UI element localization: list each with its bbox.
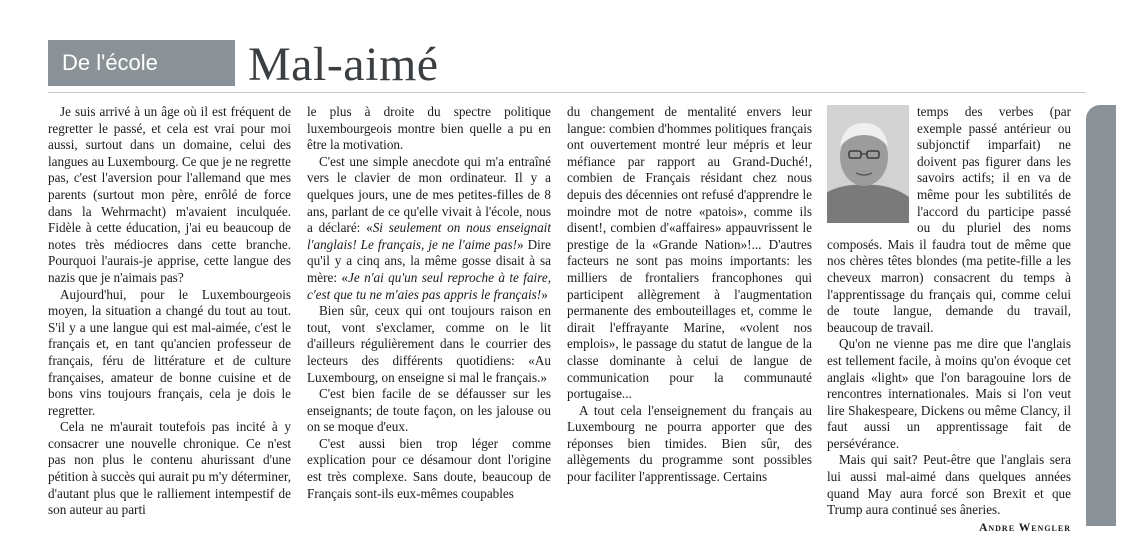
text-run: »: [541, 286, 548, 302]
paragraph: temps des verbes (par exemple passé antérieur ou subjonctif imparfait) ne doivent pas figurer dans les savoirs actifs; il en va de même pour les subtilités de l'accord du participe passé ou du pluriel des noms composés. Mais il faudra tout de même que nos chères têtes blondes (ma petite-fille a les cheveux marron) consacrent du temps à l'apprentissage du français qui, comme celui de toute langue, demande du travail, beaucoup de travail.: [827, 104, 1071, 335]
paragraph: Qu'on ne vienne pas me dire que l'anglais est tellement facile, à moins qu'on évoque cet anglais «light» que l'on baragouine lors de rencontres internationales. Mais si l'on veut lire Shakespeare, Dickens ou même Clancy, il faut aussi un apprentissage fait de persévérance.: [827, 336, 1071, 451]
section-rubric: De l'école: [48, 40, 235, 86]
paragraph: Aujourd'hui, pour le Luxembourgeois moyen, la situation a changé du tout au tout. S'il y a une langue qui est mal-aimée, c'est le français et, en tant qu'ancien professeur de français, féru de littérature et de culture françaises, amateur de bonne cuisine et de bons vins toujours français, cela je dois le regretter.: [48, 286, 291, 418]
paragraph: Cela ne m'aurait toutefois pas incité à y consacrer une nouvelle chronique. Ce n'est pas non plus le contenu ahurissant d'une pétition à succès qui aurait pu m'y déterminer, d'autant plus que le ralliement intempestif de son auteur au parti: [48, 419, 291, 518]
paragraph: le plus à droite du spectre politique luxembourgeois montre bien quelle a pu en être la motivation.: [307, 104, 551, 153]
article-column-4: [827, 104, 1071, 532]
portrait-drawing: [827, 105, 909, 223]
article-column-1: [48, 104, 291, 532]
article-headline: Mal-aimé: [248, 38, 439, 91]
author-portrait-icon: [827, 105, 909, 223]
article-column-3: [567, 104, 812, 532]
paragraph: A tout cela l'enseignement du français au Luxembourg ne pourra apporter que des réponses bien timides. Bien sûr, des allègements du programme sont possibles pour faciliter l'apprentissage. Certains: [567, 402, 812, 485]
paragraph: Je suis arrivé à un âge où il est fréquent de regretter le passé, et cela est vrai pour moi aussi, surtout dans un domaine, celui des langues au Luxembourg. Ce que je ne regrette pas, c'est l'aversion pour l'allemand que mes parents (surtout mon père, enrôlé de force dans la Wehrmacht) m'avaient inculquée. Fidèle à cette éducation, j'ai eu beaucoup de notes très médiocres dans cette branche. Pourquoi l'aurais-je apprise, cette langue des nazis que je n'aimais pas?: [48, 104, 291, 285]
paragraph: [307, 154, 551, 303]
quote-earlier: Je n'ai qu'un seul reproche à te faire, c'est que tu ne m'aies pas appris le français!: [307, 269, 551, 302]
text-run: » Dire qu'il y a cinq ans, la même gosse disait à sa mère: «: [307, 236, 551, 285]
paragraph: C'est bien facile de se défausser sur les enseignants; de toute façon, on les jalouse ou on se moque d'eux.: [307, 386, 551, 435]
text-run: C'est une simple anecdote qui m'a entraîné vers le clavier de mon ordinateur. Il y a quelques jours, une de mes petites-filles de 8 ans, parlant de ce qu'elle vivait à l'école, nous a déclaré: «: [307, 153, 551, 236]
paragraph: C'est aussi bien trop léger comme explication pour ce désamour dont l'origine est très complexe. Sans doute, beaucoup de Français sont-ils eux-mêmes coupables: [307, 435, 551, 501]
author-signature: Andre Wengler: [979, 521, 1071, 532]
paragraph: du changement de mentalité envers leur langue: combien d'hommes politiques français ont ouvertement montré leur mépris et leur méfiance par rapport au Grand-Duché!, combien de Français résidant chez nous depuis des décennies ont refusé d'apprendre le moindre mot de notre «patois», comme ils disent!, combien d'«affaires» appauvrissent le prestige de la «Grande Nation»!... D'autres facteurs ne sont pas moins importants: les milliers de frontaliers francophones qui participent allègrement à l'augmentation permanente des embouteillages et, comme le dirait l'effrayante Marine, «volent nos emplois», le passage du statut de langue de la classe dominante à celui de langue de communication pour la communauté portugaise...: [567, 104, 812, 402]
paragraph: Mais qui sait? Peut-être que l'anglais sera lui aussi mal-aimé dans quelques années quand May aura forcé son Brexit et que Trump aura continué ses âneries.: [827, 452, 1071, 518]
quote-granddaughter: Si seulement on nous enseignait l'anglais! Le français, je ne l'aime pas!: [307, 220, 551, 252]
paragraph: Bien sûr, ceux qui ont toujours raison en tout, vont s'exclamer, comme on le lit d'ailleurs régulièrement dans le courrier des lecteurs des différents quotidiens: «Au Luxembourg, on enseigne si mal le français.»: [307, 303, 551, 385]
article-column-2: [307, 104, 551, 532]
header-divider: [48, 92, 1086, 93]
page-edge-tab: [1086, 105, 1116, 526]
